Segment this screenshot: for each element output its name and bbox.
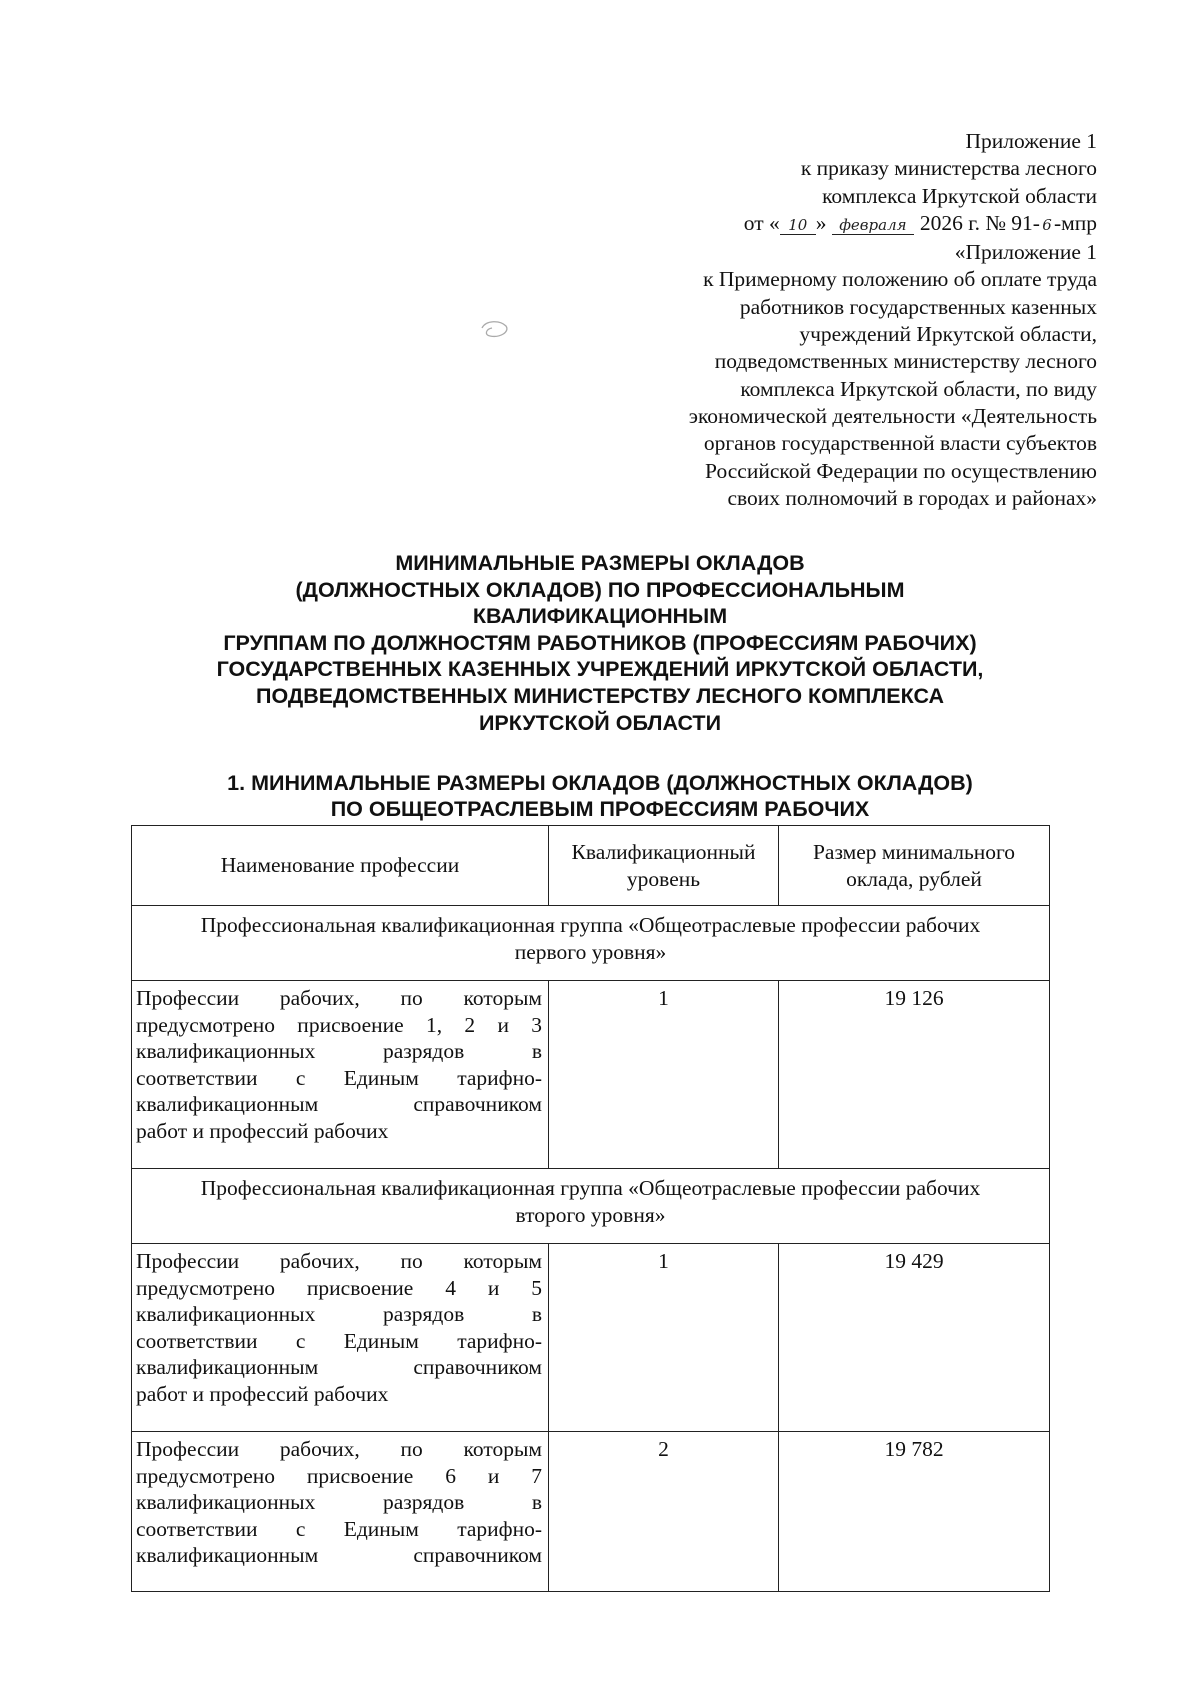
title-line: ГРУППАМ ПО ДОЛЖНОСТЯМ РАБОТНИКОВ (ПРОФЕССИЯМ РАБОЧИХ)	[223, 630, 977, 655]
table-row	[132, 981, 1050, 1169]
title-line: ГОСУДАРСТВЕННЫХ КАЗЕННЫХ УЧРЕЖДЕНИЙ ИРКУТСКОЙ ОБЛАСТИ,	[216, 657, 984, 682]
group-heading-first-level: Профессиональная квалификационная группа «Общеотраслевые профессии рабочих первого уровня»	[132, 906, 1050, 981]
title-line: КВАЛИФИКАЦИОННЫМ	[472, 604, 728, 629]
annex-line: «Приложение 1	[954, 240, 1097, 265]
min-salary-value: 19 126	[779, 981, 1050, 1169]
title-line: (ДОЛЖНОСТНЫХ ОКЛАДОВ) ПО ПРОФЕССИОНАЛЬНЫМ	[295, 577, 905, 602]
header-min-salary: Размер минимального оклада, рублей	[779, 826, 1050, 906]
header-qualification-level: Квалификационный уровень	[549, 826, 779, 906]
annex-line: подведомственных министерству лесного	[714, 349, 1097, 374]
qualification-level-value: 1	[549, 1244, 779, 1432]
annex-line: экономической деятельности «Деятельность	[688, 403, 1097, 428]
annex-line: комплекса Иркутской области, по виду	[740, 376, 1097, 401]
group-row	[132, 1169, 1050, 1244]
section-title	[150, 770, 1050, 822]
profession-description: Профессии рабочих, по которым предусмотрено присвоение 1, 2 и 3 квалификационных разрядов в соответствии с Единым тарифно- квалификационным справочником работ и профессий рабочих	[132, 981, 549, 1169]
annex-line: работников государственных казенных	[739, 294, 1097, 319]
header-profession-name: Наименование профессии	[132, 826, 549, 906]
annex-line: Российской Федерации по осуществлению	[705, 458, 1097, 483]
section-title-line: ПО ОБЩЕОТРАСЛЕВЫМ ПРОФЕССИЯМ РАБОЧИХ	[330, 797, 870, 821]
min-salary-value: 19 782	[779, 1432, 1050, 1592]
qualification-level-value: 2	[549, 1432, 779, 1592]
min-salary-value: 19 429	[779, 1244, 1050, 1432]
salary-table	[131, 825, 1050, 1592]
table-header-row	[132, 826, 1050, 906]
table-row	[132, 1244, 1050, 1432]
section-title-line: 1. МИНИМАЛЬНЫЕ РАЗМЕРЫ ОКЛАДОВ (ДОЛЖНОСТНЫХ ОКЛАДОВ)	[227, 771, 973, 795]
profession-description: Профессии рабочих, по которым предусмотрено присвоение 6 и 7 квалификационных разрядов в соответствии с Единым тарифно- квалификационным справочником	[132, 1432, 549, 1592]
handwritten-month: февраля	[832, 216, 914, 235]
pen-scribble-mark	[478, 318, 512, 340]
annex-line: своих полномочий в городах и районах»	[727, 485, 1097, 510]
table-row	[132, 1432, 1050, 1592]
annex-line: органов государственной власти субъектов	[703, 431, 1097, 456]
annex-line: учреждений Иркутской области,	[799, 322, 1097, 347]
handwritten-day: 10	[780, 216, 816, 235]
approval-date-line: от « 10 » февраля 2026 г. № 91- 6 -мпр	[537, 210, 1097, 239]
title-line: МИНИМАЛЬНЫЕ РАЗМЕРЫ ОКЛАДОВ	[395, 551, 805, 575]
title-line: ИРКУТСКОЙ ОБЛАСТИ	[478, 710, 722, 735]
group-row	[132, 906, 1050, 981]
document-title	[130, 550, 1070, 736]
handwritten-order-number: 6	[1042, 215, 1052, 234]
profession-description: Профессии рабочих, по которым предусмотрено присвоение 4 и 5 квалификационных разрядов в соответствии с Единым тарифно- квалификационным справочником работ и профессий рабочих	[132, 1244, 549, 1432]
group-heading-second-level: Профессиональная квалификационная группа «Общеотраслевые профессии рабочих второго уровня»	[132, 1169, 1050, 1244]
approval-line-3: комплекса Иркутской области	[822, 183, 1097, 208]
annex-line: к Примерному положению об оплате труда	[703, 267, 1097, 292]
qualification-level-value: 1	[549, 981, 779, 1169]
approval-line-2: к приказу министерства лесного	[800, 156, 1097, 181]
approval-line-1: Приложение 1	[965, 129, 1097, 153]
approval-block	[537, 128, 1097, 512]
title-line: ПОДВЕДОМСТВЕННЫХ МИНИСТЕРСТВУ ЛЕСНОГО КОМПЛЕКСА	[255, 683, 945, 708]
